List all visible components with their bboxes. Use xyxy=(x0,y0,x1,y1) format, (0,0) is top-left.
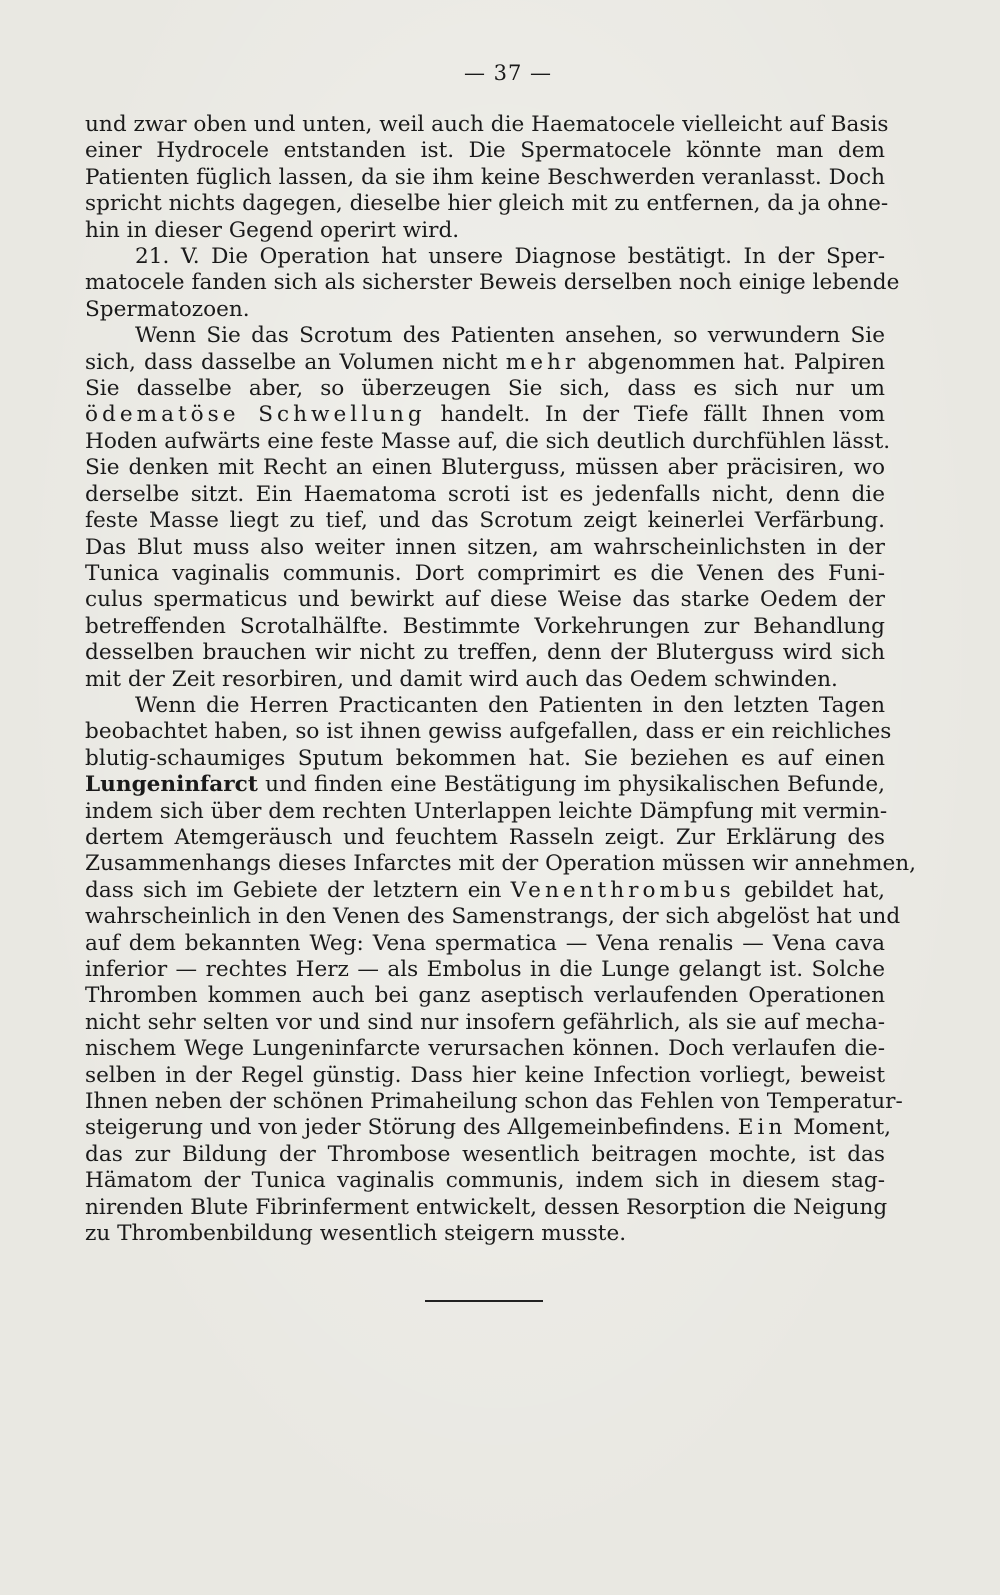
bold-term: Lungeninfarct xyxy=(85,772,258,798)
text-line: culus spermaticus und bewirkt auf diese Weise das starke Oedem der xyxy=(85,587,885,613)
paragraph xyxy=(85,323,891,693)
text-line: beobachtet haben, so ist ihnen gewiss aufgefallen, dass er ein reichliches xyxy=(85,719,892,745)
text-line: dertem Atemgeräusch und feuchtem Rasseln zeigt. Zur Erklärung des xyxy=(85,824,885,850)
text-line: und zwar oben und unten, weil auch die Haematocele vielleicht auf Basis xyxy=(85,112,889,137)
text-line: matocele fanden sich als sicherster Beweis derselben noch einige lebende xyxy=(85,270,900,296)
text-line: Wenn Sie das Scrotum des Patienten ansehen, so verwundern Sie xyxy=(135,323,885,349)
text-line: Zusammenhangs dieses Infarctes mit der Operation müssen wir annehmen, xyxy=(85,851,917,877)
text-line: nicht sehr selten vor und sind nur insofern gefährlich, als sie auf mecha- xyxy=(85,1009,885,1035)
text-line: Lungeninfarct und finden eine Bestätigung im physikalischen Befunde, xyxy=(85,772,885,798)
text-line: ödematöse Schwellung handelt. In der Tiefe fällt Ihnen vom xyxy=(85,402,885,428)
spaced-emphasis: ödematöse Schwellung xyxy=(85,402,426,428)
paragraph xyxy=(85,112,889,244)
text-line: dass sich im Gebiete der letztern ein Venenthrombus gebildet hat, xyxy=(85,877,885,903)
text-line: das zur Bildung der Thrombose wesentlich beitragen mochte, ist das xyxy=(85,1141,885,1167)
text-line: auf dem bekannten Weg: Vena spermatica — Vena renalis — Vena cava xyxy=(85,930,885,956)
text-line: Sie dasselbe aber, so überzeugen Sie sich, dass es sich nur um xyxy=(85,376,885,402)
text-line: desselben brauchen wir nicht zu treffen, denn der Bluterguss wird sich xyxy=(85,640,885,666)
spaced-emphasis: Venenthrombus xyxy=(510,877,735,903)
section-divider-rule xyxy=(425,1300,543,1302)
body-text xyxy=(85,112,917,1247)
text-line: selben in der Regel günstig. Dass hier keine Infection vorliegt, beweist xyxy=(85,1062,885,1088)
text-line: Hoden aufwärts eine feste Masse auf, die sich deutlich durchfühlen lässt. xyxy=(85,428,891,454)
text-line: indem sich über dem rechten Unterlappen leichte Dämpfung mit vermin- xyxy=(85,798,888,824)
spaced-emphasis: mehr xyxy=(505,349,580,375)
text-line: wahrscheinlich in den Venen des Samenstrangs, der sich abgelöst hat und xyxy=(85,904,901,930)
text-line: Thromben kommen auch bei ganz aseptisch verlaufenden Operationen xyxy=(85,983,885,1009)
text-line: blutig-schaumiges Sputum bekommen hat. Sie beziehen es auf einen xyxy=(85,745,885,771)
paragraph xyxy=(85,692,917,1248)
text-line: feste Masse liegt zu tief, und das Scrotum zeigt keinerlei Verfärbung. xyxy=(85,508,885,534)
text-line: Patienten füglich lassen, da sie ihm keine Beschwerden veranlasst. Doch xyxy=(85,164,885,190)
spaced-emphasis: Ein xyxy=(737,1115,787,1141)
text-line: spricht nichts dagegen, dieselbe hier gleich mit zu entfernen, da ja ohne- xyxy=(85,191,889,217)
text-line: betreffenden Scrotalhälfte. Bestimmte Vorkehrungen zur Behandlung xyxy=(85,613,885,639)
text-line: Tunica vaginalis communis. Dort comprimirt es die Venen des Funi- xyxy=(85,560,885,586)
page-number: — 37 — xyxy=(463,61,553,85)
text-line: inferior — rechtes Herz — als Embolus in die Lunge gelangt ist. Solche xyxy=(85,957,885,982)
text-line: hin in dieser Gegend operirt wird. xyxy=(85,217,460,243)
text-line: nirenden Blute Fibrinferment entwickelt, dessen Resorption die Neigung xyxy=(85,1194,888,1220)
text-line: derselbe sitzt. Ein Haematoma scroti ist es jedenfalls nicht, denn die xyxy=(85,481,885,507)
text-line: mit der Zeit resorbiren, und damit wird auch das Oedem schwinden. xyxy=(85,666,838,692)
text-line: Ihnen neben der schönen Primaheilung schon das Fehlen von Temperatur- xyxy=(85,1089,903,1115)
text-line: nischem Wege Lungeninfarcte verursachen können. Doch verlaufen die- xyxy=(85,1036,885,1062)
text-line: einer Hydrocele entstanden ist. Die Spermatocele könnte man dem xyxy=(85,138,885,164)
paragraph xyxy=(85,244,900,323)
text-line: Hämatom der Tunica vaginalis communis, indem sich in diesem stag- xyxy=(85,1168,885,1194)
text-line: 21. V. Die Operation hat unsere Diagnose bestätigt. In der Sper- xyxy=(135,244,885,270)
text-line: Wenn die Herren Practicanten den Patienten in den letzten Tagen xyxy=(135,692,885,718)
text-line: Das Blut muss also weiter innen sitzen, am wahrscheinlichsten in der xyxy=(85,534,885,560)
text-line: zu Thrombenbildung wesentlich steigern musste. xyxy=(85,1221,627,1247)
text-line: steigerung und von jeder Störung des Allgemeinbefindens. Ein Moment, xyxy=(85,1115,892,1141)
text-line: Spermatozoen. xyxy=(85,296,250,322)
text-line: sich, dass dasselbe an Volumen nicht mehr abgenommen hat. Palpiren xyxy=(85,349,886,375)
text-line: Sie denken mit Recht an einen Bluterguss, müssen aber präcisiren, wo xyxy=(85,455,885,481)
